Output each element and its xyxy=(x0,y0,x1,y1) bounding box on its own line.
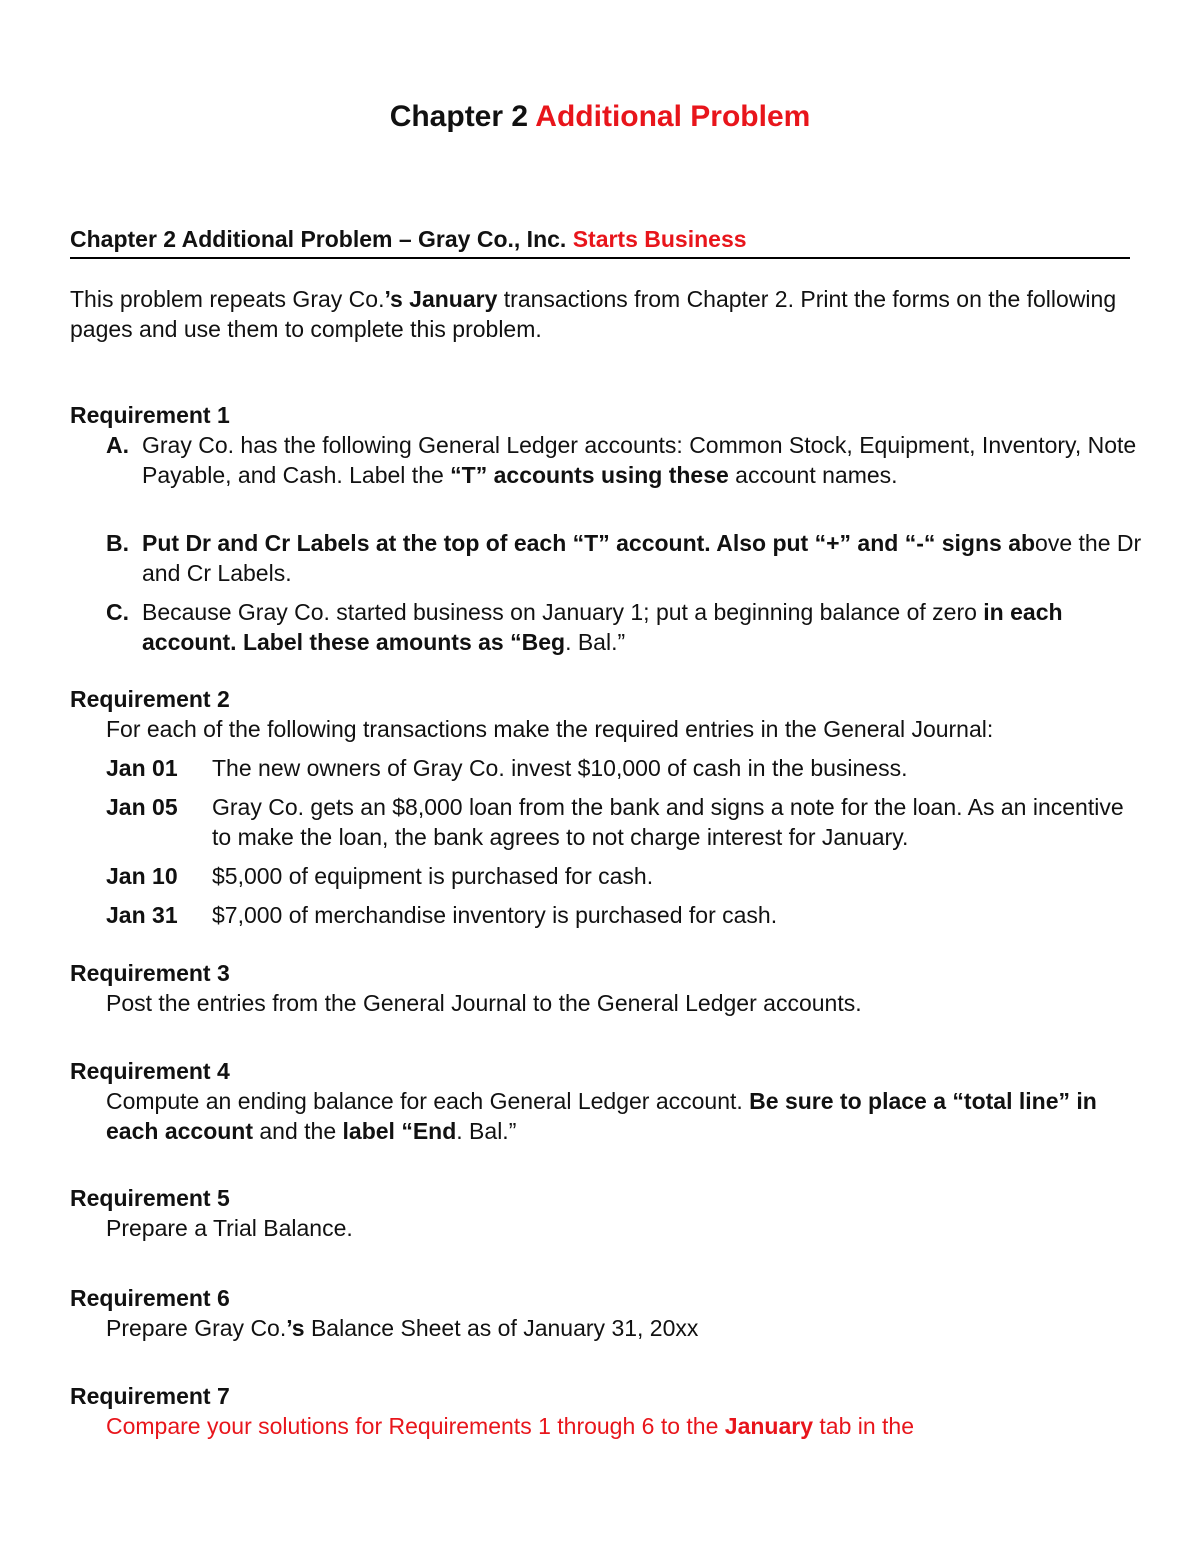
item-b-bold: Put Dr and Cr Labels at the top of each “T” account. Also put “+” and “-“ signs ab xyxy=(142,530,1036,556)
transaction-description: Gray Co. gets an $8,000 loan from the bank and signs a note for the loan. As an incentive to make the loan, the bank agrees to not charge interest for January. xyxy=(212,794,1124,850)
item-letter: C. xyxy=(106,599,129,625)
requirement-3-text: Post the entries from the General Journal to the General Ledger accounts. xyxy=(106,990,862,1016)
item-letter: A. xyxy=(106,432,129,458)
transaction-description: $7,000 of merchandise inventory is purchased for cash. xyxy=(212,902,778,928)
item-a-text: Gray Co. has the following General Ledger accounts: Common Stock, Equipment, Inventory, Note Payable, and Cash. Label the xyxy=(142,432,1137,488)
requirement-7-text xyxy=(106,1411,1146,1441)
subtitle-main: Chapter 2 Additional Problem – Gray Co., Inc. xyxy=(70,226,567,252)
requirement-5-heading: Requirement 5 xyxy=(70,1185,230,1211)
requirement-1-item-b xyxy=(106,528,1146,588)
requirement-2-text: For each of the following transactions make the required entries in the General Journal: xyxy=(106,716,994,742)
transaction-date: Jan 01 xyxy=(106,755,178,781)
req6-text-2: Balance Sheet as of January 31, 20xx xyxy=(304,1315,699,1341)
page-title xyxy=(0,100,1200,134)
requirement-6-heading: Requirement 6 xyxy=(70,1285,230,1311)
transaction-description: The new owners of Gray Co. invest $10,000 of cash in the business. xyxy=(212,755,908,781)
intro-text-2: transactions from Chapter 2. Print the forms on the following pages and use them to complete this problem. xyxy=(70,286,1117,342)
requirement-4-text xyxy=(106,1086,1146,1146)
req7-bold: January xyxy=(724,1413,813,1439)
req6-bold: ’s xyxy=(286,1315,305,1341)
req6-text-1: Prepare Gray Co. xyxy=(106,1315,287,1341)
requirement-3-heading: Requirement 3 xyxy=(70,960,230,986)
requirement-6-text xyxy=(106,1313,1146,1343)
problem-subtitle xyxy=(70,226,1130,259)
item-a-bold: “T” accounts using these xyxy=(450,462,729,488)
requirement-1-heading: Requirement 1 xyxy=(70,402,230,428)
transaction-row xyxy=(106,900,1146,930)
item-a-text-end: account names. xyxy=(728,462,898,488)
item-letter: B. xyxy=(106,530,129,556)
requirement-4-heading: Requirement 4 xyxy=(70,1058,230,1084)
req7-text-2: tab in the xyxy=(813,1413,915,1439)
intro-paragraph xyxy=(70,284,1140,344)
intro-text-1: This problem repeats Gray Co. xyxy=(70,286,385,312)
requirement-1-item-a xyxy=(106,430,1146,490)
item-c-text: Because Gray Co. started business on January 1; put a beginning balance of zero xyxy=(142,599,984,625)
transaction-row xyxy=(106,792,1146,852)
transaction-date: Jan 31 xyxy=(106,902,178,928)
title-chapter: Chapter 2 xyxy=(389,100,529,133)
requirement-2-heading: Requirement 2 xyxy=(70,686,230,712)
title-highlight: Additional Problem xyxy=(535,100,811,133)
transaction-date: Jan 10 xyxy=(106,863,178,889)
req4-text-1: Compute an ending balance for each General Ledger account. xyxy=(106,1088,750,1114)
req7-text-1: Compare your solutions for Requirements 1 through 6 to the xyxy=(106,1413,725,1439)
req4-bold-1: Be sure to place a “total line” in each account xyxy=(106,1088,1097,1144)
transaction-date: Jan 05 xyxy=(106,794,178,820)
req4-text-2: and the xyxy=(253,1118,343,1144)
requirement-5-text: Prepare a Trial Balance. xyxy=(106,1215,353,1241)
item-c-text-end: . Bal.” xyxy=(565,629,626,655)
requirement-1-item-c xyxy=(106,597,1146,657)
item-c-bold: in each account. Label these amounts as “Beg xyxy=(142,599,1063,655)
subtitle-highlight: Starts Business xyxy=(572,226,747,252)
transaction-description: $5,000 of equipment is purchased for cash. xyxy=(212,863,654,889)
req4-bold-2: label “End xyxy=(342,1118,457,1144)
requirement-7-heading: Requirement 7 xyxy=(70,1383,230,1409)
transaction-row xyxy=(106,753,1146,783)
item-b-text: ove the Dr and Cr Labels. xyxy=(142,530,1142,586)
req4-text-3: . Bal.” xyxy=(456,1118,517,1144)
transaction-row xyxy=(106,861,1146,891)
intro-bold: ’s January xyxy=(384,286,498,312)
